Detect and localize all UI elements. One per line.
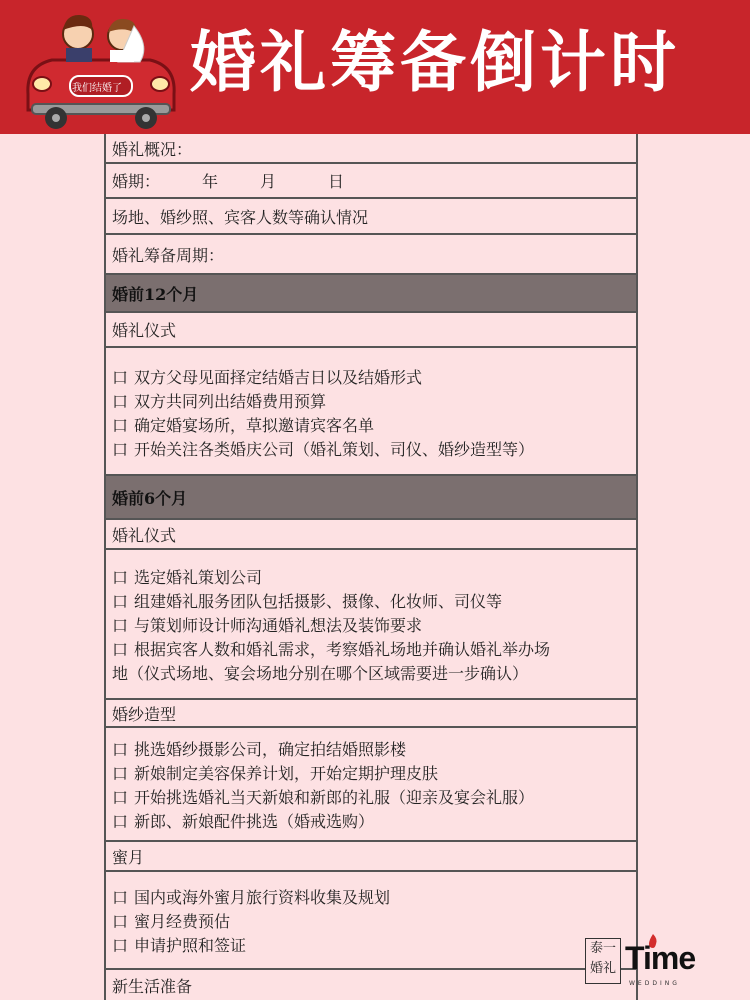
section-6-gown-row [106,700,636,728]
checkbox-icon[interactable]: 口 [112,764,129,783]
list-item: 口 与策划师设计师沟通婚礼想法及装饰要求 [112,614,636,638]
confirm-status-row [106,199,636,235]
prep-cycle-row [106,235,636,275]
brand-logo [585,934,720,992]
checkbox-icon[interactable]: 口 [112,888,129,907]
day-label: 日 [328,172,345,191]
checkbox-icon[interactable]: 口 [112,812,129,831]
page-title: 婚礼筹备倒计时 [190,24,680,101]
overview-title-row [106,134,636,164]
section-6-ceremony-list [106,550,636,700]
checkbox-icon[interactable]: 口 [112,740,129,759]
wedding-date-label: 婚期： [112,172,161,191]
section-6-ceremony-label: 婚礼仪式 [112,525,177,545]
section-6-months-title: 婚前6个月 [112,488,188,508]
section-6-ceremony-row [106,520,636,550]
list-item: 口 确定婚宴场所，草拟邀请宾客名单 [112,414,636,438]
checkbox-icon[interactable]: 口 [112,592,129,611]
logo-brand: Time [625,940,696,976]
logo-badge [585,938,621,984]
logo-tag: WEDDING [629,980,680,987]
checkbox-icon[interactable]: 口 [112,616,129,635]
checkbox-icon[interactable]: 口 [112,912,129,931]
list-item: 口 申请护照和签证 [112,934,636,958]
list-item: 口 挑选婚纱摄影公司，确定拍结婚照影楼 [112,738,636,762]
month-label: 月 [260,172,277,191]
checklist-sheet [104,134,638,1000]
section-6-newlife-label: 新生活准备 [112,976,193,996]
list-item: 口 开始挑选婚礼当天新娘和新郎的礼服（迎亲及宴会礼服） [112,786,636,810]
overview-title: 婚礼概况： [112,139,193,159]
section-12-ceremony-list [106,348,636,476]
section-6-months-heading [106,476,636,520]
wedding-car-icon [22,6,180,132]
section-6-honeymoon-row [106,842,636,872]
section-6-gown-label: 婚纱造型 [112,704,177,724]
checkbox-icon[interactable]: 口 [112,392,129,411]
section-6-honeymoon-list [106,872,636,970]
checkbox-icon[interactable]: 口 [112,368,129,387]
section-6-gown-list [106,728,636,842]
checkbox-icon[interactable]: 口 [112,440,129,459]
car-plate-text: 我们结婚了 [72,83,122,94]
wedding-date-row [106,164,636,199]
list-item: 口 新郎、新娘配件挑选（婚戒选购） [112,810,636,834]
list-item: 口 开始关注各类婚庆公司（婚礼策划、司仪、婚纱造型等） [112,438,636,462]
section-6-honeymoon-label: 蜜月 [112,847,145,867]
section-12-months-title: 婚前12个月 [112,284,199,304]
logo-cn-bottom: 婚礼 [589,961,616,976]
list-item: 口 蜜月经费预估 [112,910,636,934]
logo-cn-top: 泰一 [589,941,616,956]
checkbox-icon[interactable]: 口 [112,936,129,955]
confirm-status-text: 场地、婚纱照、宾客人数等确认情况 [112,207,369,227]
checkbox-icon[interactable]: 口 [112,416,129,435]
list-item: 口 双方共同列出结婚费用预算 [112,390,636,414]
year-label: 年 [202,172,219,191]
list-item: 口 双方父母见面择定结婚吉日以及结婚形式 [112,366,636,390]
checkbox-icon[interactable]: 口 [112,568,129,587]
section-12-months-heading [106,275,636,313]
list-item: 口 根据宾客人数和婚礼需求，考察婚礼场地并确认婚礼举办场 [112,638,636,662]
header-banner [0,0,750,134]
section-12-ceremony-row [106,313,636,348]
section-12-ceremony-label: 婚礼仪式 [112,321,177,340]
checkbox-icon[interactable]: 口 [112,640,129,659]
checkbox-icon[interactable]: 口 [112,788,129,807]
list-item: 口 国内或海外蜜月旅行资料收集及规划 [112,886,636,910]
list-item-continuation: 地（仪式场地、宴会场地分别在哪个区域需要进一步确认） [112,664,529,683]
list-item: 口 组建婚礼服务团队包括摄影、摄像、化妆师、司仪等 [112,590,636,614]
list-item: 口 选定婚礼策划公司 [112,566,636,590]
list-item: 口 新娘制定美容保养计划，开始定期护理皮肤 [112,762,636,786]
section-6-newlife-row [106,970,636,1000]
prep-cycle-text: 婚礼筹备周期： [112,245,225,265]
